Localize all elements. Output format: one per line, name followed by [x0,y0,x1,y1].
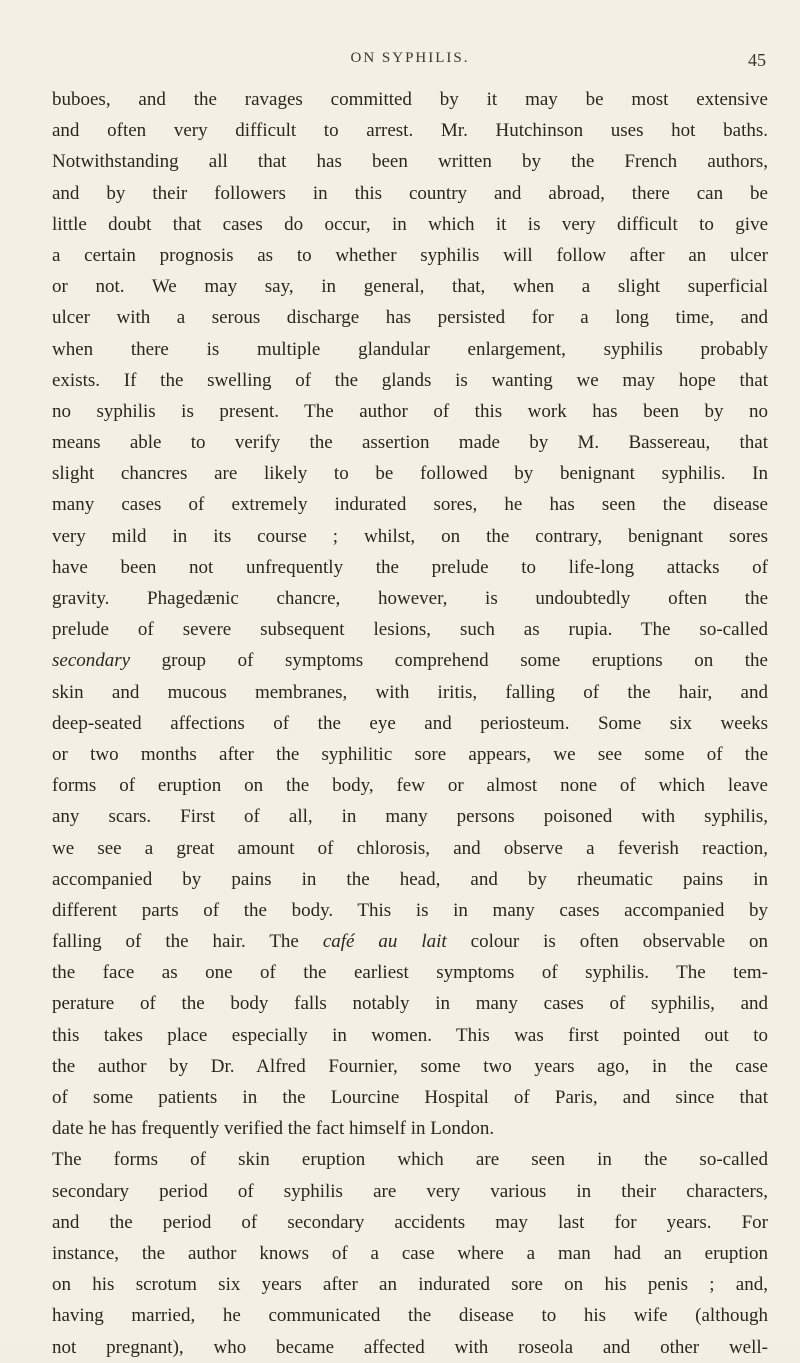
text-line: or not. We may say, in general, that, when a slight superficial [52,276,768,298]
text-line: on his scrotum six years after an indurated sore on his penis ; and, [52,1274,768,1296]
page-header [52,50,768,76]
text-line: many cases of extremely indurated sores, he has seen the disease [52,494,768,516]
text-line: no syphilis is present. The author of this work has been by no [52,400,768,422]
text-line: Notwithstanding all that has been written by the French authors, [52,151,768,173]
text-line: a certain prognosis as to whether syphilis will follow after an ulcer [52,244,768,266]
text-line: and the period of secondary accidents may last for years. For [52,1211,768,1233]
italic-term-cafe-au-lait: café au lait [322,931,447,953]
text-line: forms of eruption on the body, few or almost none of which leave [52,775,768,797]
text-line: of some patients in the Lourcine Hospital of Paris, and since that [52,1087,768,1108]
text-line: exists. If the swelling of the glands is wanting we may hope that [52,369,768,391]
text-line: prelude of severe subsequent lesions, such as rupia. The so-called [52,619,768,641]
text-line: different parts of the body. This is in many cases accompanied by [52,899,768,921]
text-line: the face as one of the earliest symptoms of syphilis. The tem- [52,962,768,984]
text-line: little doubt that cases do occur, in which it is very difficult to give [52,213,768,235]
text-line: date he has frequently verified the fact himself in London. [52,1118,495,1140]
text-line: instance, the author knows of a case where a man had an eruption [52,1242,768,1264]
text-line: means able to verify the assertion made by M. Bassereau, that [52,432,768,454]
text-line: we see a great amount of chlorosis, and observe a feverish reaction, [52,837,768,859]
text-line: ulcer with a serous discharge has persisted for a long time, and [52,307,768,329]
text-line: have been not unfrequently the prelude to life-long attacks of [52,556,768,578]
text-segment: colour is often observable on [446,931,768,953]
text-line [52,926,768,957]
text-line: any scars. First of all, in many persons poisoned with syphilis, [52,806,768,828]
text-line: slight chancres are likely to be followed by benignant syphilis. In [52,463,768,485]
text-segment: falling of the hair. The [52,931,323,953]
text-line: buboes, and the ravages committed by it may be most extensive [52,89,768,110]
text-line: when there is multiple glandular enlargement, syphilis probably [52,338,768,360]
text-line: and by their followers in this country and abroad, there can be [52,182,768,204]
text-line: accompanied by pains in the head, and by rheumatic pains in [52,868,768,890]
text-line: The forms of skin eruption which are seen in the so-called [52,1149,768,1171]
body-text [52,84,768,1363]
running-head: ON SYPHILIS. [350,50,470,66]
text-line: this takes place especially in women. This was first pointed out to [52,1024,768,1046]
text-line: perature of the body falls notably in many cases of syphilis, and [52,993,768,1015]
italic-term-secondary: secondary [52,650,131,672]
text-line: having married, he communicated the disease to his wife (although [52,1305,768,1327]
text-segment: group of symptoms comprehend some eruptions on the [130,650,768,672]
text-line: very mild in its course ; whilst, on the contrary, benignant sores [52,525,768,547]
text-line: deep-seated affections of the eye and periosteum. Some six weeks [52,712,768,734]
text-line: secondary period of syphilis are very various in their characters, [52,1180,768,1202]
text-line: or two months after the syphilitic sore appears, we see some of the [52,743,768,765]
text-line: the author by Dr. Alfred Fournier, some two years ago, in the case [52,1055,768,1077]
text-line [52,645,768,676]
page-number: 45 [748,50,766,70]
text-line: gravity. Phagedænic chancre, however, is undoubtedly often the [52,588,768,609]
text-line: not pregnant), who became affected with roseola and other well- [52,1336,768,1358]
text-line: and often very difficult to arrest. Mr. Hutchinson uses hot baths. [52,120,768,142]
text-line: skin and mucous membranes, with iritis, falling of the hair, and [52,681,768,703]
